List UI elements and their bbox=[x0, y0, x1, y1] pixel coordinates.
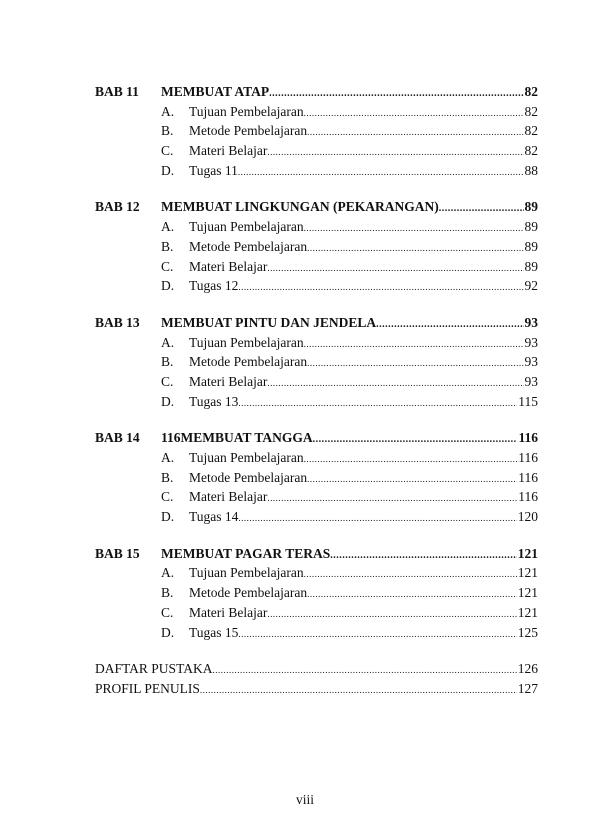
dot-leader bbox=[267, 489, 517, 509]
section-title: Tujuan Pembelajaran bbox=[189, 219, 304, 235]
section-page: 115 bbox=[518, 393, 538, 409]
chapter-number: BAB 13 bbox=[95, 314, 140, 330]
section-letter: D. bbox=[161, 393, 175, 409]
section-title: Tugas 14 bbox=[189, 509, 239, 525]
dot-leader bbox=[238, 163, 524, 183]
section-letter: C. bbox=[161, 489, 174, 505]
dot-leader bbox=[439, 199, 524, 219]
section-letter: C. bbox=[161, 143, 174, 159]
section-entry bbox=[95, 372, 538, 392]
dot-leader bbox=[267, 143, 523, 163]
section-entry bbox=[95, 507, 538, 527]
dot-leader bbox=[376, 315, 523, 335]
chapter-heading bbox=[95, 544, 538, 564]
section-title: Tugas 11 bbox=[189, 162, 238, 178]
section-title: Tujuan Pembelajaran bbox=[189, 450, 304, 465]
section-letter: C. bbox=[161, 604, 174, 620]
section-entry bbox=[95, 333, 538, 353]
dot-leader bbox=[238, 509, 516, 529]
section-entry bbox=[95, 161, 538, 181]
section-entry bbox=[95, 257, 538, 277]
section-page: 93 bbox=[524, 354, 538, 370]
backmatter-title: DAFTAR PUSTAKA bbox=[95, 661, 213, 677]
section-title: Tujuan Pembelajaran bbox=[189, 103, 304, 119]
chapter-title: MEMBUAT PAGAR TERAS bbox=[161, 545, 331, 561]
section-entry bbox=[95, 217, 538, 237]
chapter-block bbox=[95, 544, 538, 642]
section-entry bbox=[95, 141, 538, 161]
section-title: Tugas 15 bbox=[189, 624, 239, 640]
section-letter: C. bbox=[161, 258, 174, 274]
section-title: Metode Pembelajaran bbox=[189, 585, 308, 601]
section-title: Metode Pembelajaran bbox=[189, 469, 308, 485]
chapter-number: BAB 12 bbox=[95, 199, 140, 215]
section-letter: B. bbox=[161, 585, 174, 601]
chapter-heading bbox=[95, 428, 538, 448]
section-entry bbox=[95, 448, 538, 468]
section-page: 116 bbox=[518, 489, 538, 505]
dot-leader bbox=[330, 546, 516, 566]
backmatter-entry bbox=[95, 659, 538, 679]
section-page: 89 bbox=[524, 238, 538, 254]
chapter-number: BAB 15 bbox=[95, 545, 140, 561]
section-page: 88 bbox=[524, 162, 538, 178]
dot-leader bbox=[307, 470, 517, 490]
section-letter: D. bbox=[161, 509, 175, 525]
backmatter-page: 127 bbox=[517, 680, 538, 696]
dot-leader bbox=[307, 354, 523, 374]
section-entry bbox=[95, 392, 538, 412]
section-letter: C. bbox=[161, 373, 174, 389]
dot-leader bbox=[307, 123, 523, 143]
section-title: Tujuan Pembelajaran bbox=[189, 334, 304, 350]
section-entry bbox=[95, 276, 538, 296]
section-letter: D. bbox=[161, 278, 175, 294]
section-title: Tugas 12 bbox=[189, 278, 239, 294]
section-page: 120 bbox=[517, 509, 538, 525]
dot-leader bbox=[304, 450, 518, 470]
section-letter: A. bbox=[161, 334, 175, 350]
chapter-block bbox=[95, 82, 538, 180]
chapter-heading bbox=[95, 197, 538, 217]
dot-leader bbox=[304, 104, 524, 124]
section-title: Tujuan Pembelajaran bbox=[189, 565, 304, 581]
section-entry bbox=[95, 563, 538, 583]
dot-leader bbox=[304, 335, 524, 355]
chapter-title: MEMBUAT LINGKUNGAN (PEKARANGAN) bbox=[161, 199, 439, 215]
section-letter: A. bbox=[161, 565, 175, 581]
chapter-block bbox=[95, 428, 538, 526]
dot-leader bbox=[313, 430, 518, 450]
section-entry bbox=[95, 623, 538, 643]
section-page: 121 bbox=[517, 604, 538, 620]
section-letter: A. bbox=[161, 450, 175, 465]
section-entry bbox=[95, 603, 538, 623]
section-letter: B. bbox=[161, 238, 174, 254]
section-entry bbox=[95, 468, 538, 488]
section-letter: D. bbox=[161, 162, 175, 178]
section-page: 82 bbox=[524, 103, 538, 119]
dot-leader bbox=[307, 585, 517, 605]
chapter-title: MEMBUAT ATAP bbox=[161, 84, 270, 99]
section-page: 89 bbox=[524, 219, 538, 235]
section-page: 125 bbox=[517, 624, 538, 640]
section-page: 92 bbox=[524, 278, 538, 294]
chapter-page: 116 bbox=[518, 430, 538, 446]
section-entry bbox=[95, 121, 538, 141]
section-letter: B. bbox=[161, 469, 174, 485]
section-letter: D. bbox=[161, 624, 175, 640]
section-title: Materi Belajar bbox=[189, 373, 268, 389]
section-page: 93 bbox=[524, 334, 538, 350]
section-page: 93 bbox=[524, 373, 538, 389]
section-page: 89 bbox=[524, 258, 538, 274]
section-title: Materi Belajar bbox=[189, 604, 268, 620]
section-page: 116 bbox=[518, 469, 538, 485]
section-page: 82 bbox=[524, 123, 538, 139]
dot-leader bbox=[304, 565, 517, 585]
chapter-block bbox=[95, 313, 538, 411]
backmatter-title: PROFIL PENULIS bbox=[95, 680, 200, 696]
section-title: Materi Belajar bbox=[189, 143, 268, 159]
page-number: viii bbox=[295, 792, 314, 807]
dot-leader bbox=[267, 259, 523, 279]
backmatter-entry bbox=[95, 679, 538, 699]
section-page: 82 bbox=[524, 143, 538, 159]
chapter-page: 93 bbox=[524, 314, 538, 330]
chapter-heading bbox=[95, 82, 538, 102]
section-letter: A. bbox=[161, 103, 175, 119]
chapter-page: 82 bbox=[524, 84, 538, 99]
section-letter: A. bbox=[161, 219, 175, 235]
dot-leader bbox=[238, 278, 523, 298]
backmatter-page: 126 bbox=[517, 661, 538, 677]
section-entry bbox=[95, 487, 538, 507]
dot-leader bbox=[269, 84, 523, 104]
section-title: Metode Pembelajaran bbox=[189, 354, 308, 370]
section-title: Tugas 13 bbox=[189, 393, 239, 409]
table-of-contents bbox=[95, 82, 538, 699]
section-page: 121 bbox=[517, 585, 538, 601]
section-page: 121 bbox=[517, 565, 538, 581]
section-letter: B. bbox=[161, 354, 174, 370]
section-entry bbox=[95, 352, 538, 372]
chapter-number: BAB 11 bbox=[95, 84, 139, 99]
backmatter-block bbox=[95, 659, 538, 698]
chapter-title: MEMBUAT PINTU DAN JENDELA bbox=[161, 314, 377, 330]
dot-leader bbox=[200, 681, 517, 701]
chapter-page: 121 bbox=[517, 545, 538, 561]
chapter-heading bbox=[95, 313, 538, 333]
section-title: Metode Pembelajaran bbox=[189, 123, 308, 139]
chapter-number: BAB 14 bbox=[95, 430, 140, 446]
section-title: Metode Pembelajaran bbox=[189, 238, 308, 254]
section-page: 116 bbox=[518, 450, 538, 465]
chapter-page: 89 bbox=[524, 199, 538, 215]
section-title: Materi Belajar bbox=[189, 489, 268, 505]
section-entry bbox=[95, 102, 538, 122]
dot-leader bbox=[307, 239, 523, 259]
dot-leader bbox=[304, 219, 524, 239]
dot-leader bbox=[238, 625, 516, 645]
chapter-block bbox=[95, 197, 538, 295]
section-entry bbox=[95, 237, 538, 257]
dot-leader bbox=[238, 394, 517, 414]
section-letter: B. bbox=[161, 123, 174, 139]
chapter-title: 116MEMBUAT TANGGA bbox=[161, 430, 313, 446]
section-title: Materi Belajar bbox=[189, 258, 268, 274]
dot-leader bbox=[267, 374, 523, 394]
section-entry bbox=[95, 583, 538, 603]
dot-leader bbox=[267, 605, 516, 625]
dot-leader bbox=[212, 661, 516, 681]
